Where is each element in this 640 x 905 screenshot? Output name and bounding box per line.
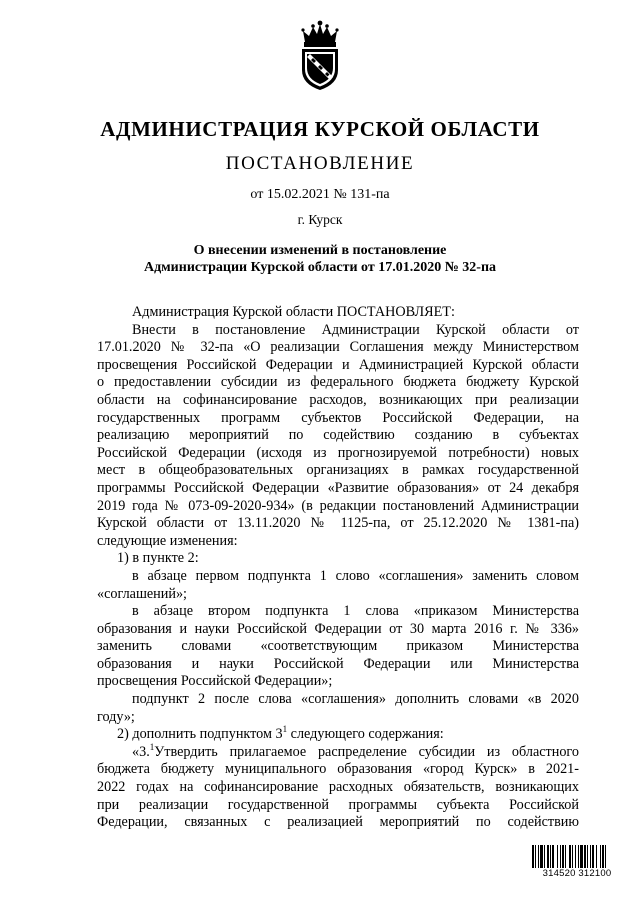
body-line: «3.$^1$ Утвердить прилагаемое распределение субсидии из областного: [132, 741, 579, 760]
body-line: Администрация Курской области ПОСТАНОВЛЯЕТ:: [132, 304, 455, 320]
body-line: 2019 года № 073-09-2020-934» (в редакции постановлений Администрации: [97, 497, 579, 514]
body-line: мест в общеобразовательных организациях в рамках государственной: [97, 462, 579, 479]
document-body: [97, 304, 579, 832]
subject-line-2: Администрации Курской области от 17.01.2020 № 32-па: [143, 260, 497, 275]
body-line: 17.01.2020 № 32-па «О реализации Соглашения между Министерством: [97, 339, 579, 356]
body-line: 2) дополнить подпунктом $3^1$ следующего содержания:: [117, 724, 444, 743]
subject-line-1: О внесении изменений в постановление: [193, 243, 447, 258]
body-line: области на софинансирование расходов, возникающих при реализации: [97, 391, 579, 408]
body-line: образования и науки Российской Федерации от 30 марта 2016 г. № 336»: [97, 620, 579, 637]
body-line: о предоставлении субсидии из федерального бюджета бюджету Курской: [97, 374, 579, 391]
body-line: реализацию мероприятий по содействию созданию в субъектах: [97, 427, 579, 444]
body-line: при реализации государственной программы субъекта Российской: [97, 796, 579, 813]
document-date-number: от 15.02.2021 № 131-па: [250, 187, 390, 202]
organization-title: АДМИНИСТРАЦИЯ КУРСКОЙ ОБЛАСТИ: [100, 117, 540, 141]
body-line: Федерации, связанных с реализацией мероприятий по содействию: [97, 814, 579, 831]
body-line: Российской Федерации (исходя из прогнозируемой потребности) новых: [97, 444, 579, 461]
body-line: государственных программ субъектов Российской Федерации, на: [97, 409, 579, 426]
body-line: Курской области от 13.11.2020 № 1125-па, от 25.12.2020 № 1381-па): [97, 515, 579, 532]
body-line: 2022 годах на софинансирование расходных обязательств, возникающих: [97, 779, 579, 796]
body-line: году»;: [97, 708, 135, 725]
body-line: программы Российской Федерации «Развитие образования» от 24 декабря: [97, 479, 579, 496]
document-city: г. Курск: [297, 212, 343, 227]
body-line: 1) в пункте 2:: [117, 550, 199, 567]
body-line: просвещения Российской Федерации»;: [97, 673, 333, 690]
barcode-digits: 314520 312100: [530, 868, 624, 879]
coat-of-arms-emblem: [294, 18, 346, 92]
body-line: в абзаце первом подпункта 1 слово «соглашения» заменить словом: [132, 567, 579, 584]
body-line: просвещения Российской Федерации и Администрацией Курской области: [97, 356, 579, 373]
body-line: заменить словами «соответствующим приказом Министерства: [97, 638, 579, 655]
body-line: «соглашений»;: [97, 585, 187, 602]
body-line: бюджета бюджету муниципального образования «город Курск» в 2021-: [97, 761, 579, 778]
body-line: образования и науки Российской Федерации или Министерства: [97, 655, 579, 672]
body-line: в абзаце втором подпункта 1 слова «приказом Министерства: [132, 603, 579, 620]
document-type: ПОСТАНОВЛЕНИЕ: [225, 153, 415, 174]
body-line: подпункт 2 после слова «соглашения» дополнить словами «в 2020: [132, 691, 579, 708]
body-line: Внести в постановление Администрации Курской области от: [132, 321, 579, 338]
body-line: следующие изменения:: [97, 532, 238, 549]
